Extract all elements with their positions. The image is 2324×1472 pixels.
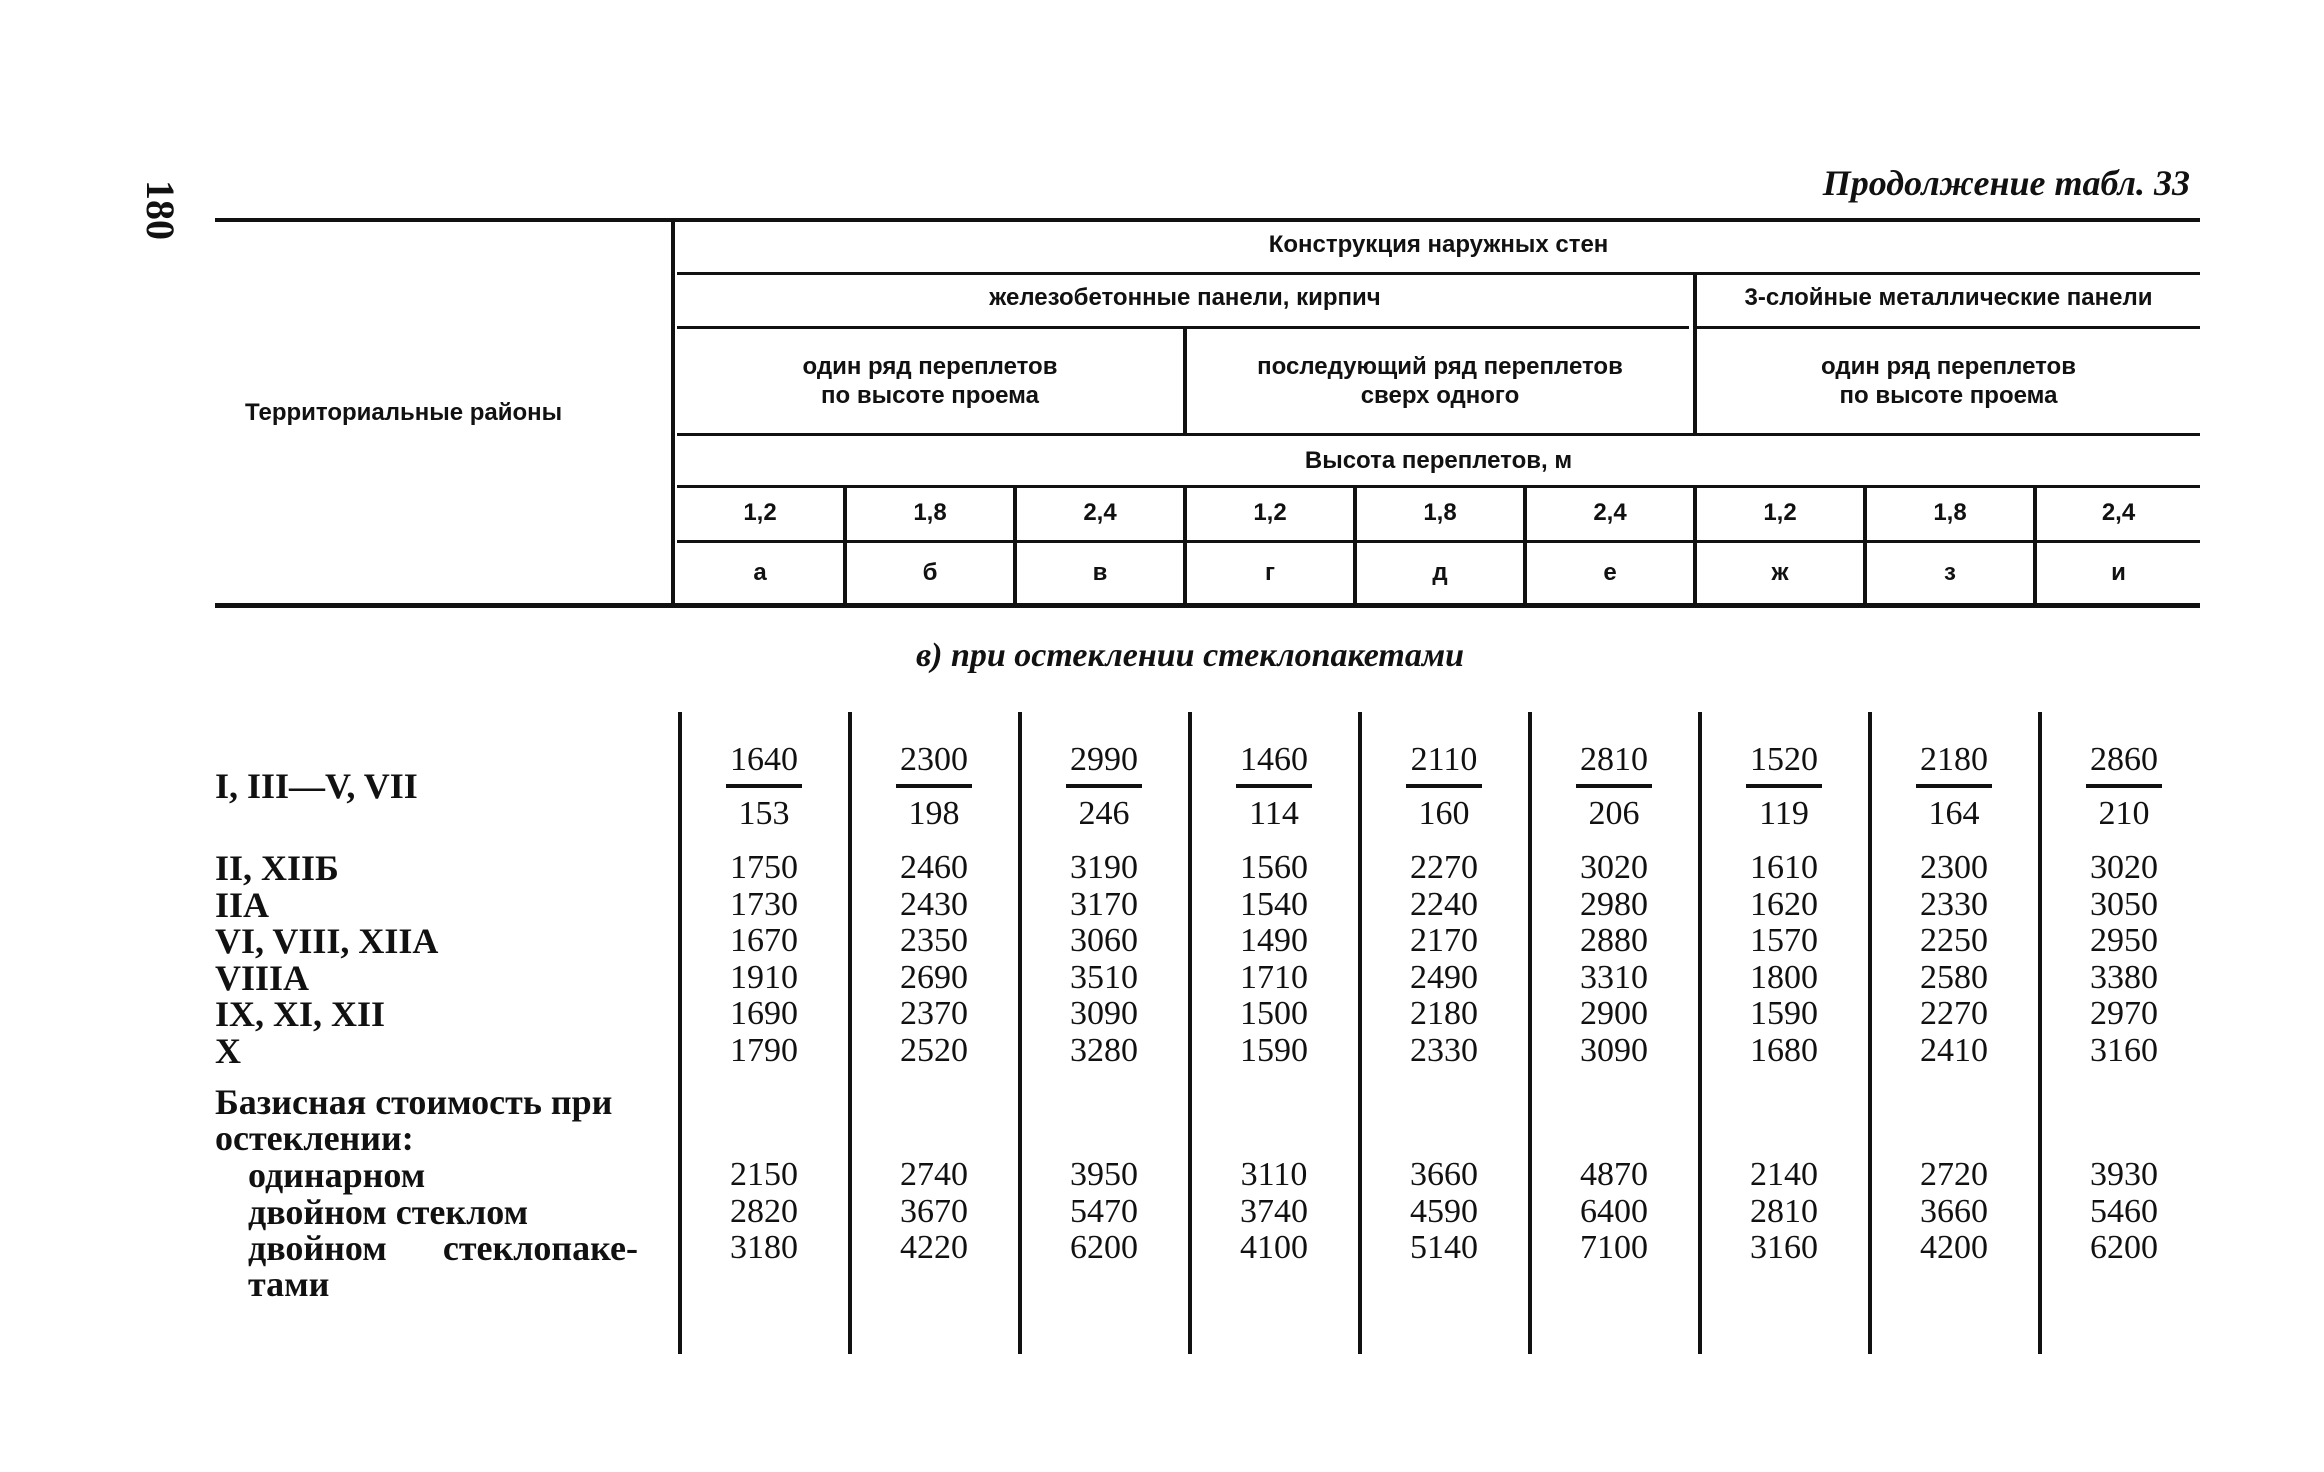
- table-cell: 6400: [1580, 1192, 1648, 1230]
- header-territorial: Территориальные районы: [245, 399, 563, 426]
- body-vrule: [1868, 712, 1872, 1354]
- fraction-denominator: 246: [1078, 795, 1130, 832]
- table-cell: 3090: [1580, 1031, 1648, 1069]
- height-cell: 2,4: [1083, 499, 1117, 526]
- height-cell: 1,8: [1423, 499, 1457, 526]
- body-vrule: [1698, 712, 1702, 1354]
- header-sub3-line1: один ряд переплетов: [1821, 353, 2076, 380]
- height-cell: 2,4: [1593, 499, 1627, 526]
- table-cell: 3380: [2090, 958, 2158, 996]
- row-label-first: I, III—V, VII: [215, 766, 418, 806]
- body-vrule: [848, 712, 852, 1354]
- fraction-numerator: 2860: [2090, 741, 2158, 778]
- header-rule-group2: [1697, 326, 2200, 329]
- row-label: II, XIIБ: [215, 848, 339, 888]
- table-cell: 1710: [1240, 958, 1308, 996]
- height-cell: 2,4: [2101, 499, 2136, 526]
- table-cell: 2410: [1920, 1031, 1988, 1069]
- table-cell: 4200: [1920, 1229, 1988, 1266]
- fraction-numerator: 2300: [900, 741, 968, 778]
- body-vrule: [2038, 712, 2042, 1354]
- table-cell: 1570: [1750, 922, 1818, 959]
- table-cell: 4590: [1410, 1192, 1478, 1230]
- header-rule-subgroups: [677, 433, 2200, 436]
- table-cell: 1910: [730, 958, 798, 996]
- fraction-bar: [1406, 784, 1482, 788]
- base-cost-row-label: одинарном: [248, 1155, 426, 1195]
- table-cell: 3280: [1070, 1031, 1138, 1069]
- body-vrule: [1358, 712, 1362, 1354]
- fraction-numerator: 1640: [730, 741, 798, 778]
- table-cell: 3160: [2090, 1031, 2158, 1069]
- base-cost-label-line2: остеклении:: [215, 1118, 414, 1158]
- table-cell: 7100: [1580, 1229, 1648, 1266]
- table-cell: 6200: [1070, 1229, 1138, 1266]
- table-cell: 1590: [1750, 995, 1818, 1032]
- table-cell: 3740: [1240, 1192, 1308, 1230]
- table-cell: 2330: [1410, 1031, 1478, 1069]
- column-letter: г: [1265, 559, 1275, 586]
- table-cell: 2520: [900, 1031, 968, 1069]
- column-letter: з: [1944, 559, 1956, 586]
- table-cell: 1690: [730, 995, 798, 1032]
- row-label: VI, VIII, XIIA: [215, 921, 439, 961]
- table-cell: 2880: [1580, 922, 1648, 959]
- row-label: IIA: [215, 884, 270, 925]
- table-cell: 2720: [1920, 1156, 1988, 1193]
- section-title: в) при остеклении стеклопакетами: [915, 637, 1465, 674]
- table-cell: 3660: [1920, 1192, 1988, 1230]
- table-cell: 1730: [730, 885, 798, 923]
- fraction-denominator: 206: [1588, 795, 1640, 832]
- table-cell: 2900: [1580, 995, 1648, 1032]
- column-letter: б: [922, 559, 938, 586]
- table-continuation-label: Продолжение табл. 33: [1822, 163, 2190, 203]
- column-letter: д: [1432, 559, 1448, 586]
- table-cell: 3160: [1750, 1229, 1818, 1266]
- table-cell: 2270: [1920, 995, 1988, 1032]
- fraction-numerator: 2180: [1920, 741, 1988, 778]
- table-cell: 2460: [900, 849, 968, 886]
- header-construction: Конструкция наружных стен: [1268, 231, 1609, 258]
- table-cell: 2150: [730, 1156, 798, 1193]
- table-cell: 1670: [730, 922, 798, 959]
- fraction-denominator: 160: [1418, 795, 1470, 832]
- table-cell: 2250: [1920, 922, 1988, 959]
- fraction-bar: [726, 784, 802, 788]
- table-cell: 3950: [1070, 1156, 1138, 1193]
- table-cell: 1590: [1240, 1031, 1308, 1069]
- table-cell: 2270: [1410, 849, 1478, 886]
- header-sub2-line1: последующий ряд переплетов: [1257, 353, 1623, 380]
- table-cell: 2300: [1920, 849, 1988, 886]
- fraction-bar: [1746, 784, 1822, 788]
- table-cell: 6200: [2090, 1229, 2158, 1266]
- table-cell: 2970: [2090, 995, 2158, 1032]
- table-cell: 2240: [1410, 885, 1478, 923]
- table-cell: 1610: [1750, 849, 1818, 886]
- fraction-denominator: 119: [1759, 795, 1809, 832]
- height-cell: 1,2: [1253, 499, 1287, 526]
- fraction-numerator: 1460: [1240, 741, 1308, 778]
- table-cell: 1540: [1240, 885, 1308, 923]
- table-cell: 1800: [1750, 958, 1818, 996]
- table-cell: 2810: [1750, 1192, 1818, 1230]
- table-cell: 1680: [1750, 1031, 1818, 1069]
- column-letter: ж: [1771, 559, 1789, 586]
- height-cell: 1,2: [743, 499, 777, 526]
- column-letter: и: [2111, 559, 2126, 586]
- fraction-numerator: 2990: [1070, 741, 1138, 778]
- header-rule-heights: [677, 540, 2200, 543]
- body-vrule: [1528, 712, 1532, 1354]
- table-cell: 2820: [730, 1192, 798, 1230]
- table-cell: 2490: [1410, 958, 1478, 996]
- fraction-bar: [1576, 784, 1652, 788]
- table-cell: 1560: [1240, 849, 1308, 886]
- fraction-denominator: 153: [738, 795, 790, 832]
- table-header-bottom-rule: [215, 603, 2200, 608]
- header-sub1-line1: один ряд переплетов: [802, 353, 1058, 380]
- base-cost-row-label-continued: тами: [248, 1264, 330, 1304]
- table-cell: 3310: [1580, 958, 1648, 996]
- table-cell: 5140: [1410, 1229, 1478, 1266]
- row-label: VIIIA: [215, 957, 310, 998]
- table-cell: 2740: [900, 1156, 968, 1193]
- fraction-numerator: 2110: [1410, 741, 1478, 778]
- base-cost-row-label: двойном стеклопаке-: [248, 1228, 638, 1268]
- table-cell: 2180: [1410, 995, 1478, 1032]
- table-cell: 4870: [1580, 1156, 1648, 1193]
- table-cell: 3020: [2090, 849, 2158, 886]
- table-cell: 3670: [900, 1192, 968, 1230]
- table-cell: 2350: [900, 922, 968, 959]
- table-cell: 1790: [730, 1031, 798, 1069]
- fraction-bar: [2086, 784, 2162, 788]
- table-cell: 3170: [1070, 885, 1138, 923]
- table-cell: 3110: [1240, 1156, 1308, 1193]
- table-cell: 2980: [1580, 885, 1648, 923]
- table-cell: 4100: [1240, 1229, 1308, 1266]
- height-cell: 1,2: [1763, 499, 1797, 526]
- table-cell: 3510: [1070, 958, 1138, 996]
- table-cell: 3050: [2090, 885, 2158, 923]
- header-group-concrete: железобетонные панели, кирпич: [989, 284, 1381, 311]
- table-cell: 2140: [1750, 1156, 1818, 1193]
- table-cell: 1620: [1750, 885, 1818, 923]
- header-rule-height: [677, 485, 2200, 488]
- header-sub3-line2: по высоте проема: [1839, 382, 2058, 409]
- body-vrule: [1018, 712, 1022, 1354]
- table-cell: 3060: [1070, 922, 1138, 959]
- table-cell: 4220: [900, 1229, 968, 1266]
- fraction-numerator: 2810: [1580, 741, 1648, 778]
- table-cell: 3180: [730, 1229, 798, 1266]
- base-cost-row-label: двойном стеклом: [248, 1191, 529, 1232]
- table-cell: 3090: [1070, 995, 1138, 1032]
- header-height: Высота переплетов, м: [1304, 447, 1573, 474]
- fraction-denominator: 210: [2098, 795, 2150, 832]
- fraction-bar: [1066, 784, 1142, 788]
- base-cost-label-line1: Базисная стоимость при: [215, 1082, 613, 1122]
- table-cell: 2170: [1410, 922, 1478, 959]
- table-cell: 1750: [730, 849, 798, 886]
- body-vrule: [678, 712, 682, 1354]
- row-label: X: [215, 1030, 241, 1071]
- table-cell: 3020: [1580, 849, 1648, 886]
- header-group-metal: 3-слойные металлические панели: [1744, 284, 2153, 311]
- table-cell: 3190: [1070, 849, 1138, 886]
- table-cell: 3660: [1410, 1156, 1478, 1193]
- height-cell: 1,8: [913, 499, 947, 526]
- header-sub2-line2: сверх одного: [1360, 382, 1520, 409]
- header-sub1-line2: по высоте проема: [821, 382, 1039, 409]
- table-top-rule: [215, 218, 2200, 222]
- column-letter: а: [753, 559, 767, 586]
- table-cell: 2370: [900, 995, 968, 1032]
- header-rule-construction: [677, 272, 2200, 275]
- fraction-denominator: 164: [1928, 795, 1980, 832]
- column-letter: е: [1603, 559, 1617, 586]
- fraction-numerator: 1520: [1750, 741, 1818, 778]
- table-cell: 2690: [900, 958, 968, 996]
- table-cell: 3930: [2090, 1156, 2158, 1193]
- table-cell: 5470: [1070, 1192, 1138, 1230]
- fraction-denominator: 198: [908, 795, 960, 832]
- page-number: 180: [138, 180, 183, 240]
- fraction-bar: [1236, 784, 1312, 788]
- fraction-denominator: 114: [1249, 795, 1299, 832]
- table-cell: 2580: [1920, 958, 1988, 996]
- row-label: IX, XI, XII: [215, 994, 386, 1034]
- column-letter: в: [1092, 559, 1108, 586]
- fraction-bar: [1916, 784, 1992, 788]
- table-cell: 1490: [1240, 922, 1308, 959]
- fraction-bar: [896, 784, 972, 788]
- height-cell: 1,8: [1933, 499, 1967, 526]
- table-cell: 5460: [2090, 1192, 2158, 1230]
- table-cell: 1500: [1240, 995, 1308, 1032]
- table-cell: 2430: [900, 885, 968, 923]
- table-cell: 2950: [2090, 922, 2158, 959]
- table-cell: 2330: [1920, 885, 1988, 923]
- body-vrule: [1188, 712, 1192, 1354]
